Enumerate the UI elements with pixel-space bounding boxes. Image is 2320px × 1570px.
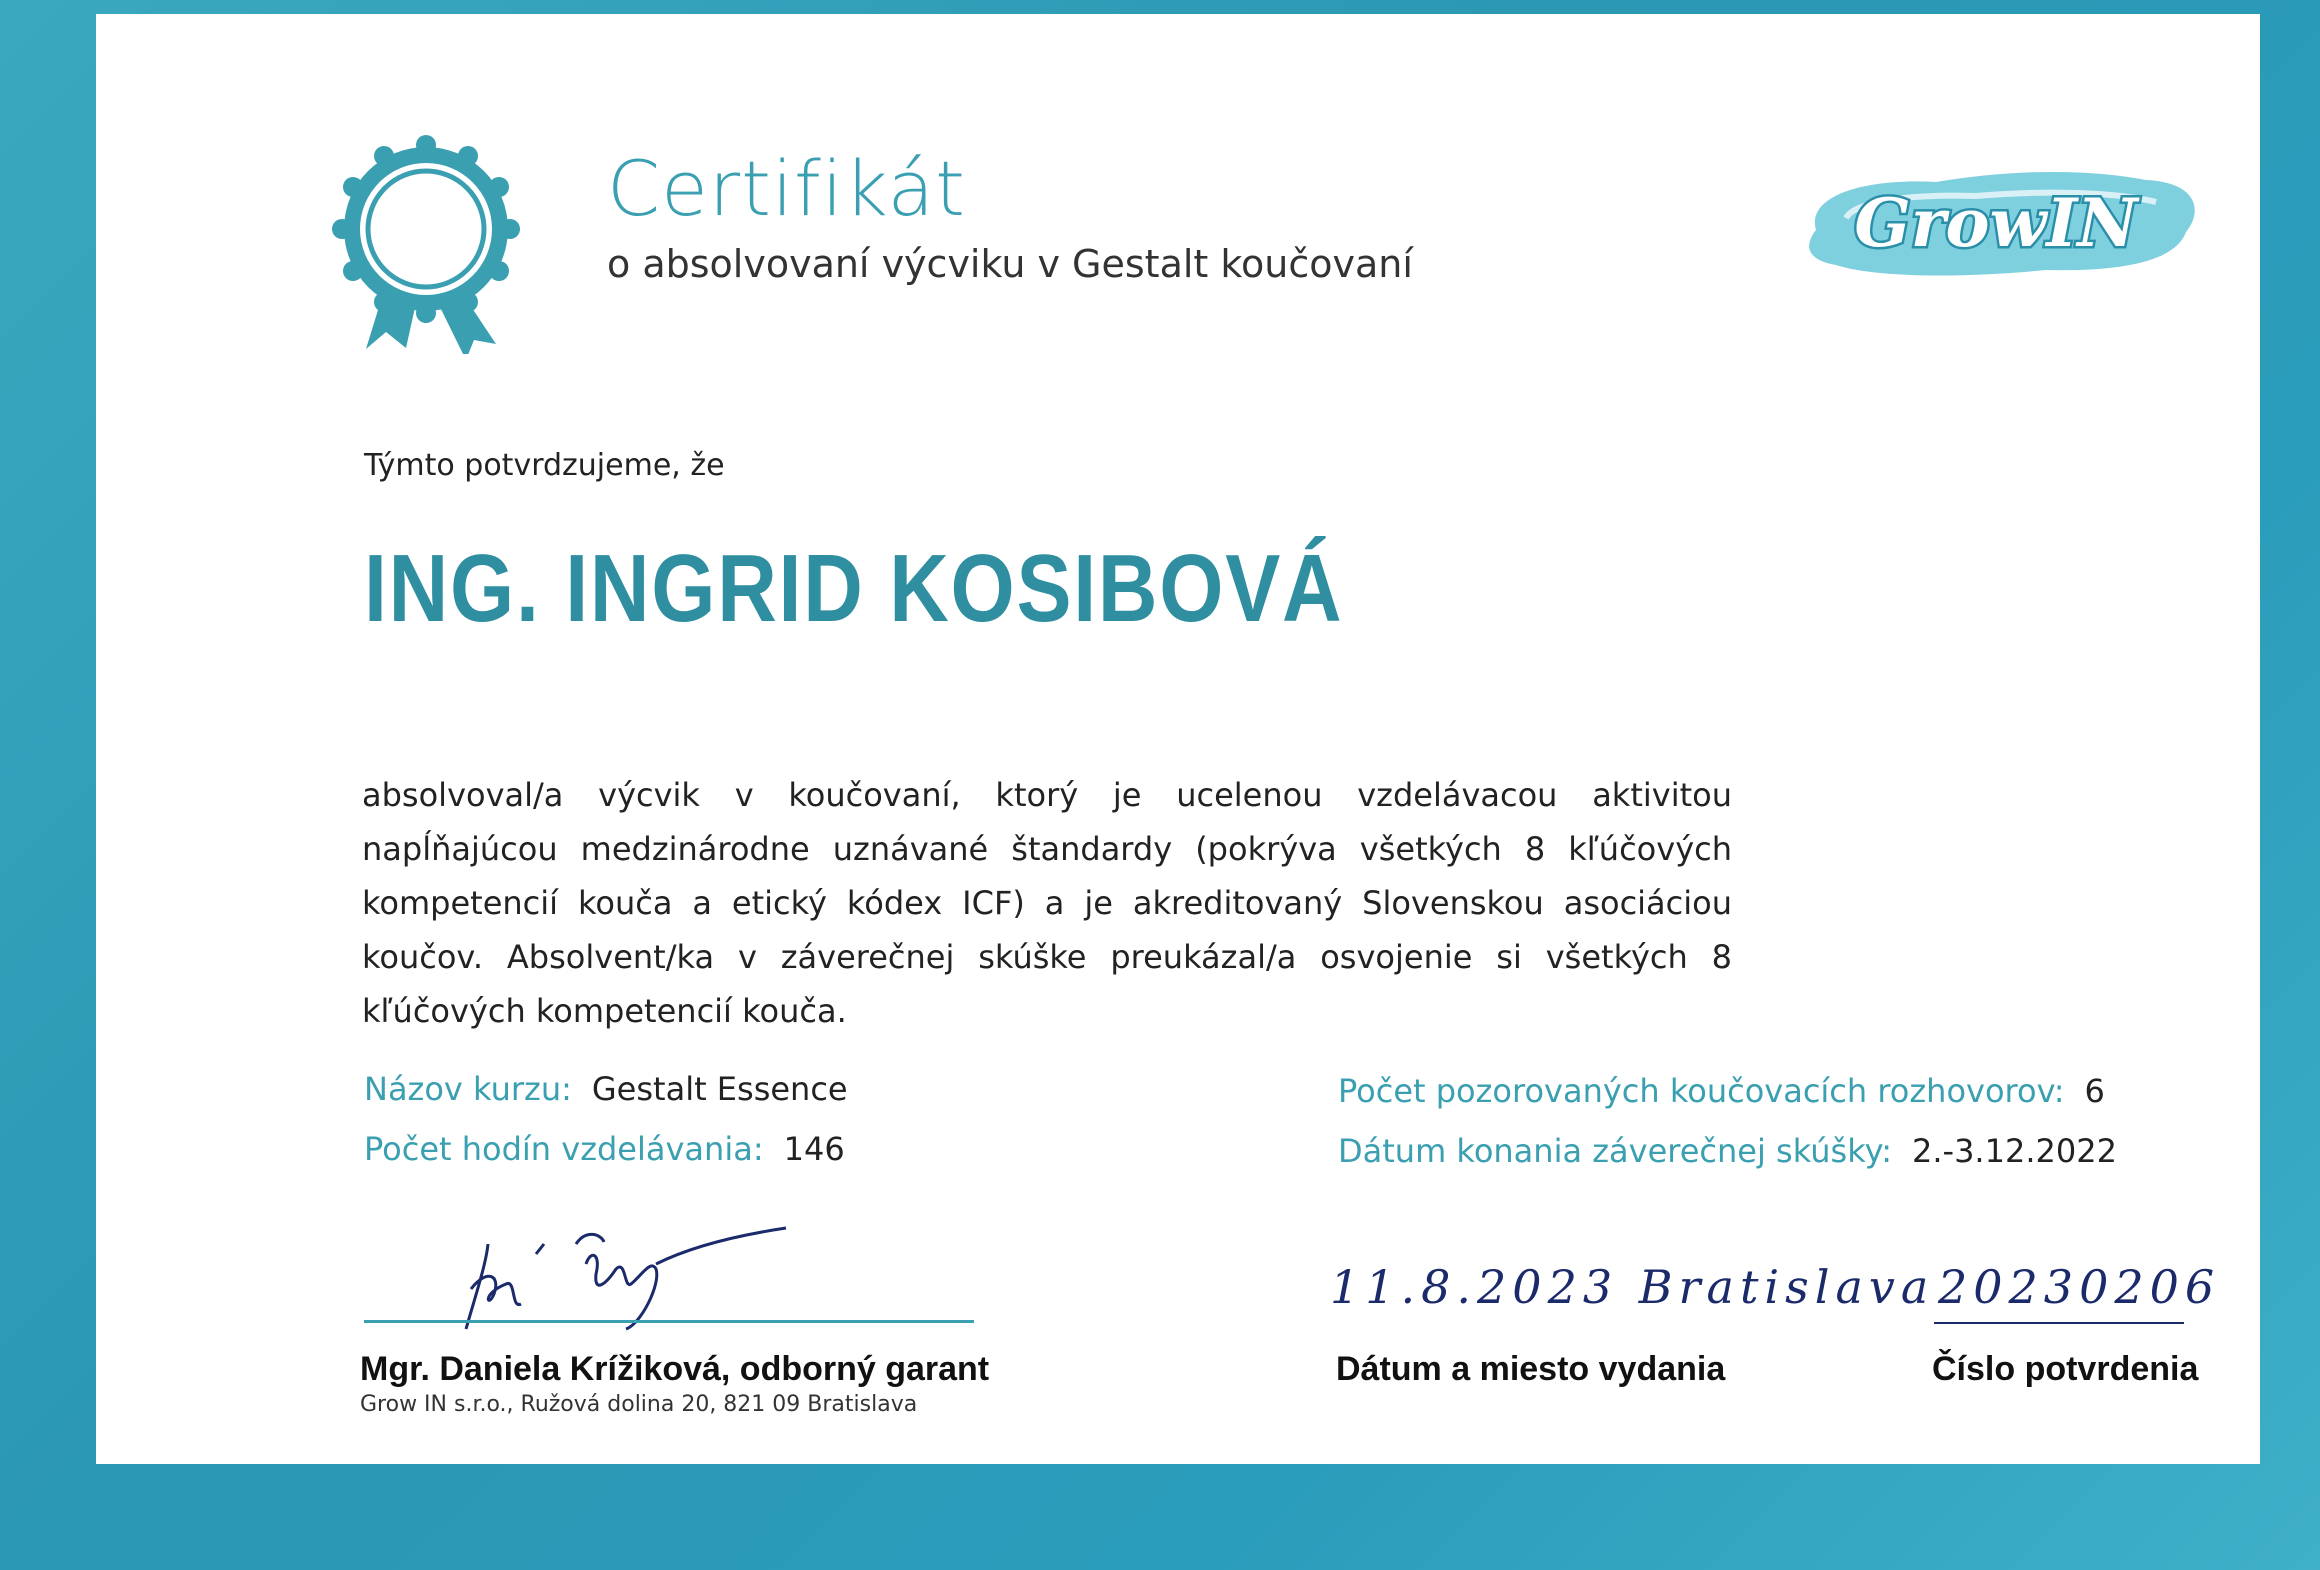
issue-caption: Dátum a miesto vydania <box>1336 1350 1726 1388</box>
course-value: Gestalt Essence <box>591 1070 848 1108</box>
exam-value: 2.-3.12.2022 <box>1911 1132 2117 1170</box>
hours-label: Počet hodín vzdelávania: <box>364 1130 764 1168</box>
svg-text:GrowIN: GrowIN <box>1854 184 2138 262</box>
hours-value: 146 <box>783 1130 845 1168</box>
sessions-label: Počet pozorovaných koučovacích rozhovorov: <box>1338 1072 2065 1110</box>
intro-text: Týmto potvrdzujeme, že <box>364 448 725 483</box>
guarantor-caption: Mgr. Daniela Krížiková, odborný garant <box>360 1350 990 1388</box>
issue-date-handwritten: 11.8.2023 Bratislava <box>1330 1260 1935 1314</box>
number-caption: Číslo potvrdenia <box>1932 1350 2199 1388</box>
course-label: Názov kurzu: <box>364 1070 572 1108</box>
guarantor-signature-line <box>364 1320 974 1323</box>
hours-field <box>364 1130 845 1168</box>
exam-label: Dátum konania záverečnej skúšky: <box>1338 1132 1892 1170</box>
sessions-value: 6 <box>2084 1072 2105 1110</box>
certificate-subtitle: o absolvovaní výcviku v Gestalt koučovaní <box>607 242 1413 286</box>
certificate-sheet <box>96 14 2260 1464</box>
guarantor-signature <box>426 1214 806 1344</box>
exam-field <box>1338 1132 2117 1170</box>
certificate-number-handwritten: 20230206 <box>1938 1260 2221 1314</box>
company-address: Grow IN s.r.o., Ružová dolina 20, 821 09 Bratislava <box>360 1392 918 1417</box>
number-underline <box>1934 1322 2184 1324</box>
award-rosette-icon <box>266 134 546 354</box>
growin-logo <box>1786 160 2206 290</box>
course-field <box>364 1070 848 1108</box>
recipient-name: ING. INGRID KOSIBOVÁ <box>364 535 1344 642</box>
sessions-field <box>1338 1072 2105 1110</box>
body-paragraph: absolvoval/a výcvik v koučovaní, ktorý je ucelenou vzdelávacou aktivitou napĺňajúcou medzinárodne uznávané štandardy (pokrýva všetkých 8 kľúčových kompetencií kouča a etický kódex ICF) a je akreditovaný Slovenskou asociáciou koučov. Absolvent/ka v záverečnej skúške preukázal/a osvojenie si všetkých 8 kľúčových kompetencií kouča. <box>362 776 1732 1030</box>
certificate-title: Certifikát <box>607 144 966 233</box>
